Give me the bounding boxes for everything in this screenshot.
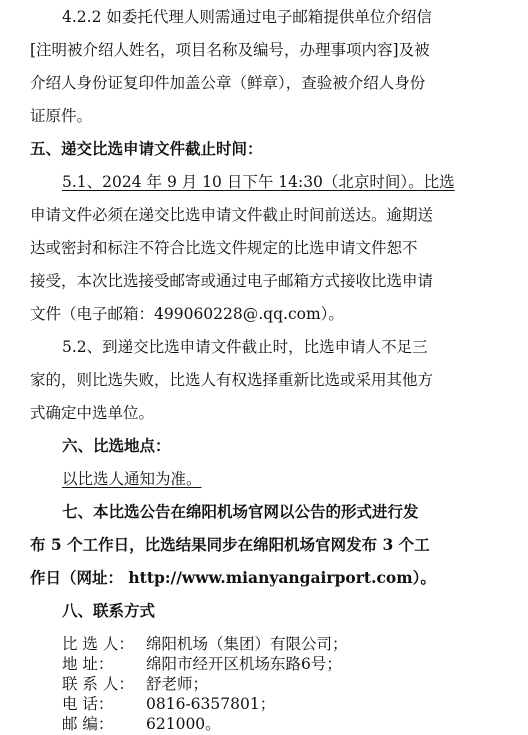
text-line: 达或密封和标注不符合比选文件规定的比选申请文件恕不 bbox=[30, 239, 418, 257]
section-heading: 六、比选地点： bbox=[62, 436, 171, 455]
text-line: 式确定中选单位。 bbox=[30, 404, 155, 422]
contact-value: 绵阳机场（集团）有限公司； bbox=[146, 635, 348, 653]
contact-value: 621000。 bbox=[146, 715, 221, 733]
contact-row bbox=[62, 633, 348, 655]
text-line: 作日（网址： http://www.mianyangairport.com）。 bbox=[30, 568, 436, 587]
text-line: [注明被介绍人姓名，项目名称及编号，办理事项内容]及被 bbox=[30, 41, 430, 59]
text-line: 接受，本次比选接受邮寄或通过电子邮箱方式接收比选申请 bbox=[30, 272, 434, 290]
text-line: 申请文件必须在递交比选申请文件截止时间前送达。逾期送 bbox=[30, 206, 434, 224]
text-line: 家的，则比选失败，比选人有权选择重新比选或采用其他方 bbox=[30, 371, 434, 389]
contact-label: 邮 编： bbox=[62, 715, 114, 733]
section-heading: 八、联系方式 bbox=[62, 601, 156, 620]
text-line: 以比选人通知为准。 bbox=[62, 470, 202, 488]
text-line: 介绍人身份证复印件加盖公章（鲜章），查验被介绍人身份 bbox=[30, 74, 426, 92]
contact-row bbox=[62, 693, 275, 715]
contact-value: 0816-6357801； bbox=[146, 695, 276, 713]
text-line: 文件（电子邮箱：499060228@.qq.com）。 bbox=[30, 305, 344, 323]
text-line: 4.2.2 如委托代理人则需通过电子邮箱提供单位介绍信 bbox=[62, 8, 432, 26]
text-line: 七、本比选公告在绵阳机场官网以公告的形式进行发 bbox=[62, 502, 419, 521]
contact-label: 比 选 人： bbox=[62, 635, 134, 653]
section-heading: 五、递交比选申请文件截止时间： bbox=[30, 139, 263, 158]
contact-row bbox=[62, 673, 208, 695]
text-line: 证原件。 bbox=[30, 107, 93, 125]
contact-value: 舒老师； bbox=[146, 675, 209, 693]
text-line: 5.1、2024 年 9 月 10 日下午 14:30（北京时间）。比选 bbox=[62, 173, 455, 191]
contact-row bbox=[62, 653, 342, 675]
contact-label: 地 址： bbox=[62, 655, 114, 673]
contact-label: 联 系 人： bbox=[62, 675, 134, 693]
text-line: 5.2、到递交比选申请文件截止时，比选申请人不足三 bbox=[62, 338, 428, 356]
text-line: 布 5 个工作日，比选结果同步在绵阳机场官网发布 3 个工 bbox=[30, 535, 430, 554]
contact-label: 电 话： bbox=[62, 695, 114, 713]
contact-value: 绵阳市经开区机场东路6号； bbox=[146, 655, 342, 673]
